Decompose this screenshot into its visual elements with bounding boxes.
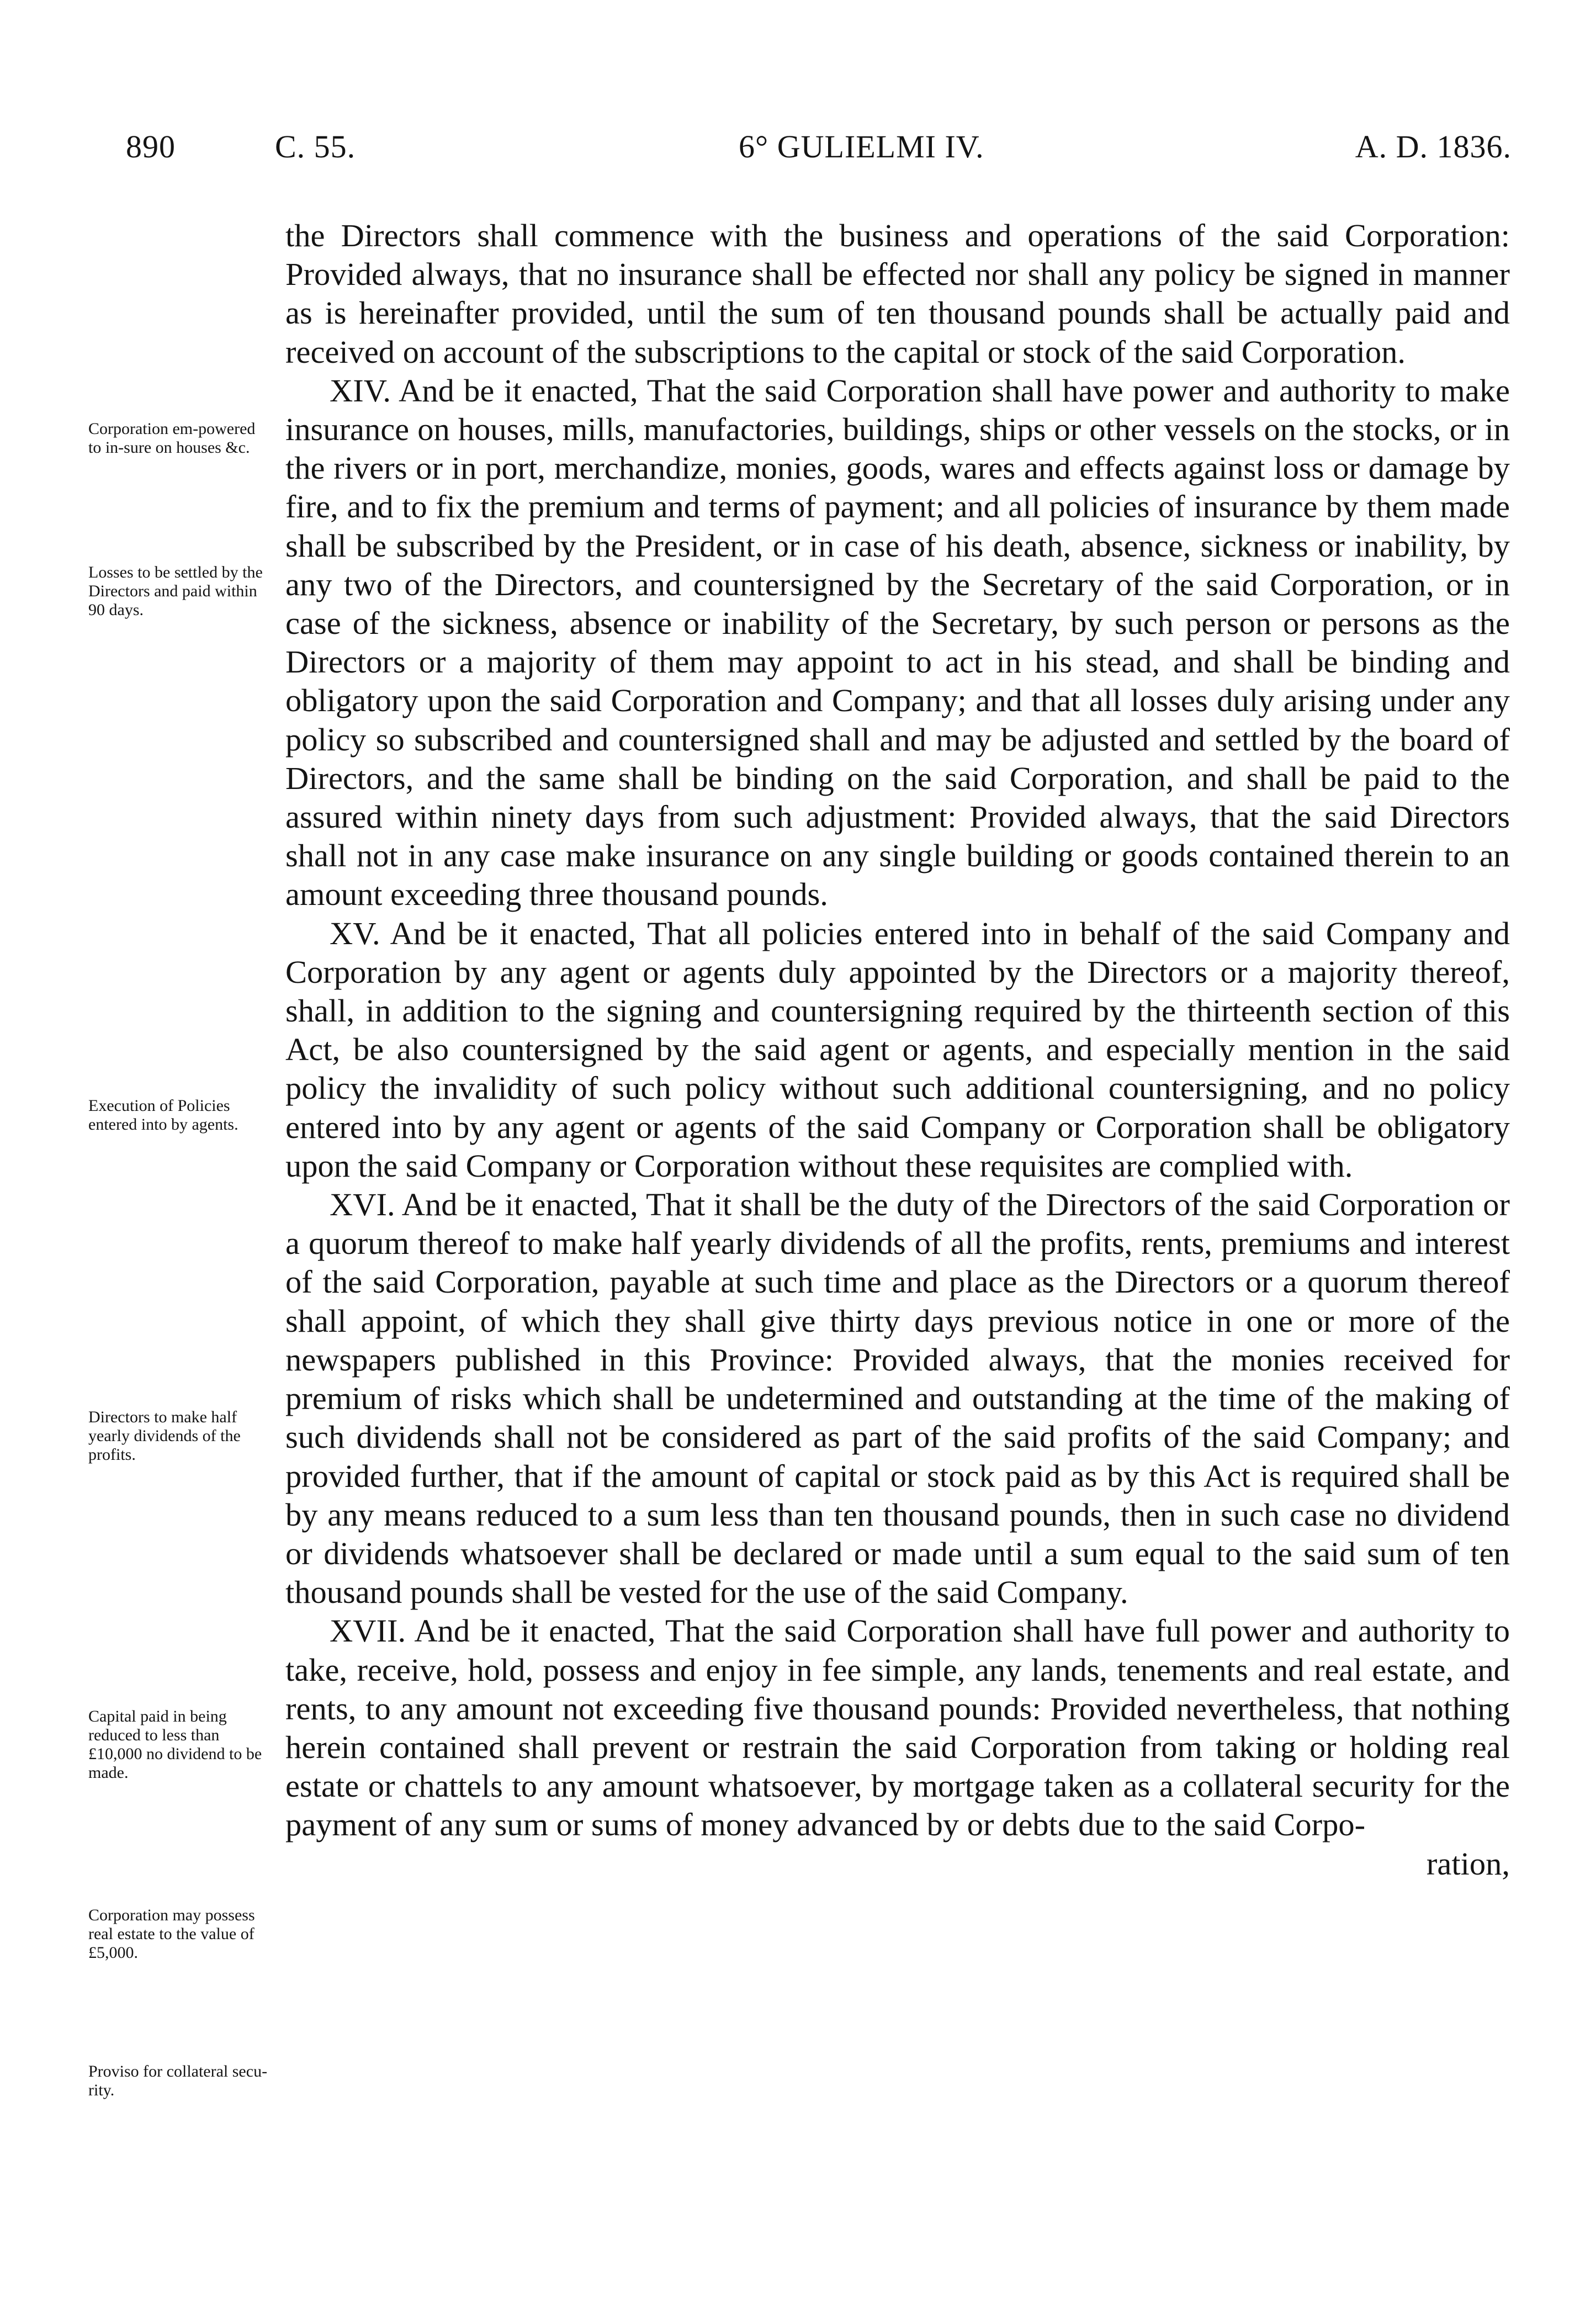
margin-note-dividends: Directors to make half yearly dividends of the profits. — [88, 1408, 241, 1464]
section-xiv: XIV. And be it enacted, That the said Corporation shall have power and authority to make insurance on houses, mills, manufactories, buildings, ships or other vessels on the stocks, or in the rivers or in port, merchandize, monies, goods, wares and effects against loss or damage by fire, and to fix the premium and terms of payment; and all policies of insurance by them made shall be subscribed by the President, or in case of his death, absence, sickness or inability, by any two of the Directors, and countersigned by the Secretary of the said Corporation, or in case of the sickness, absence or inability of the Secretary, by such person or persons as the Directors or a majority of them may appoint to act in his stead, and shall be binding and obligatory upon the said Corporation and Company; and that all losses duly arising under any policy so subscribed and countersigned shall and may be adjusted and settled by the board of Directors, and the same shall be binding on the said Corporation, and shall be paid to the assured within ninety days from such adjustment: Provided always, that the said Directors shall not in any case make insurance on any single building or goods contained therein to an amount exceeding three thousand pounds. — [285, 372, 1510, 913]
margin-note-real-estate: Corporation may possess real estate to the value of £5,000. — [88, 1906, 255, 1962]
section-xv: XV. And be it enacted, That all policies entered into in behalf of the said Company and Corporation by any agent or agents duly appointed by the Directors or a majority thereof, shall, in addition to the signing and countersigning required by the thirteenth section of this Act, be also countersigned by the said agent or agents, and especially mention in the said policy the invalidity of such policy without such additional countersigning, and no policy entered into by any agent or agents of the said Company or Corporation shall be obligatory upon the said Company or Corporation without these requisites are complied with. — [285, 915, 1510, 1184]
margin-note-proviso: Proviso for collateral secu-rity. — [88, 2062, 268, 2099]
page-number: 890 — [126, 129, 176, 165]
catchword: ration, — [1426, 1845, 1510, 1882]
calendar-year: A. D. 1836. — [1355, 129, 1512, 165]
statute-body — [285, 216, 1510, 1883]
paragraph-continuation: the Directors shall commence with the business and operations of the said Corporation: Provided always, that no insurance shall be effected nor shall any policy be signed in manner as is hereinafter provided, until the sum of ten thousand pounds shall be actually paid and received on account of the subscriptions to the capital or stock of the said Corporation. — [285, 218, 1510, 370]
section-xvii: XVII. And be it enacted, That the said Corporation shall have full power and authority to take, receive, hold, possess and enjoy in fee simple, any lands, tenements and real estate, and rents, to any amount not exceeding five thousand pounds: Provided nevertheless, that nothing herein contained shall prevent or restrain the said Corporation from taking or holding real estate or chattels to any amount whatsoever, by mortgage taken as a collateral security for the payment of any sum or sums of money advanced by or debts due to the said Corpo- — [285, 1613, 1510, 1843]
margin-note-losses: Losses to be settled by the Directors and paid within 90 days. — [88, 563, 263, 619]
regnal-year: 6° GULIELMI IV. — [739, 129, 984, 165]
chapter-label: C. 55. — [275, 129, 356, 165]
running-header — [126, 128, 1512, 172]
section-xvi: XVI. And be it enacted, That it shall be the duty of the Directors of the said Corporation or a quorum thereof to make half yearly dividends of all the profits, rents, premiums and interest of the said Corporation, payable at such time and place as the Directors or a quorum thereof shall appoint, of which they shall give thirty days previous notice in one or more of the newspapers published in this Province: Provided always, that the monies received for premium of risks which shall be undetermined and outstanding at the time of the making of such dividends shall not be considered as part of the said profits of the said Company; and provided further, that if the amount of capital or stock paid as by this Act is required shall be by any means reduced to a sum less than ten thousand pounds, then in such case no dividend or dividends whatsoever shall be declared or made until a sum equal to the said sum of ten thousand pounds shall be vested for the use of the said Company. — [285, 1187, 1510, 1611]
margin-note-capital: Capital paid in being reduced to less than £10,000 no dividend to be made. — [88, 1707, 262, 1782]
margin-note-insure: Corporation em-powered to in-sure on houses &c. — [88, 420, 256, 457]
margin-note-agents: Execution of Policies entered into by agents. — [88, 1097, 238, 1134]
